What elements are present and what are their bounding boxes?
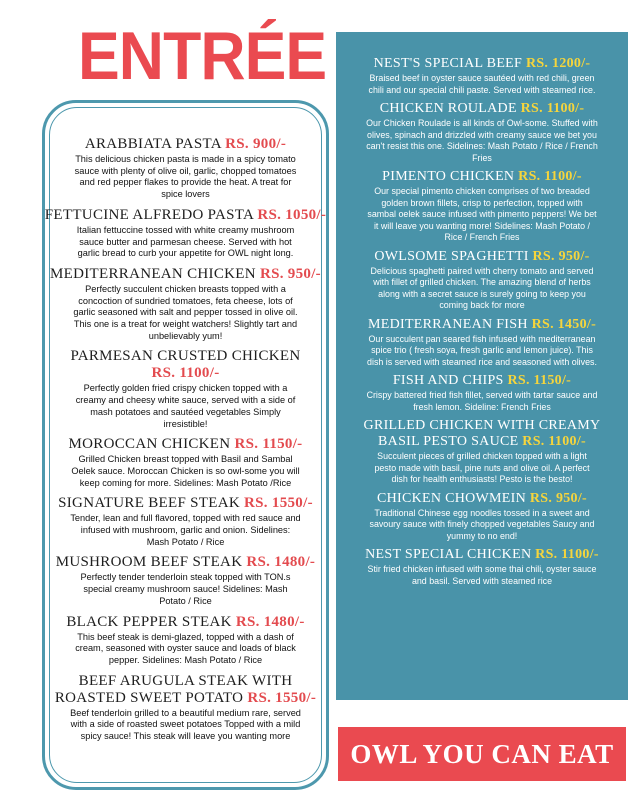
item-name: BLACK PEPPER STEAK [66, 613, 232, 630]
item-description: Italian fettuccine tossed with white creamy mushroom sauce butter and parmesan cheese. Served with hot garlic bread to curb your appetite for OWL night long. [76, 224, 295, 259]
item-price: RS. 900/- [225, 136, 287, 152]
item-name: ARABBIATA PASTA [84, 136, 222, 152]
item-description: Crispy battered fried fish fillet, served with tartar sauce and fresh lemon. Sideline: French Fries [366, 390, 598, 412]
item-price: RS. 1050/- [257, 206, 327, 223]
item-description: Our Chicken Roulade is all kinds of Owl-some. Stuffed with olives, spinach and drizzled with creamy sauce we bet you can't resist this one. Sidelines: Mash Potato / Rice / French Fries [366, 118, 598, 163]
item-name: PARMESAN CRUSTED CHICKEN [70, 348, 301, 365]
item-name: CHICKEN ROULADE [379, 101, 517, 116]
item-description: Succulent pieces of grilled chicken topped with a light pesto made with basil, pine nuts and olive oil. A perfect dish for health enthusiasts! Pesto is the besto! [374, 451, 590, 484]
item-name: MOROCCAN CHICKEN [68, 436, 231, 453]
menu-item [344, 491, 620, 543]
menu-item [42, 266, 329, 343]
item-description: This delicious chicken pasta is made in a spicy tomato sauce with plenty of olive oil, garlic, chopped tomatoes and red pepper flakes to provide the heat. A treat for spice lovers [74, 154, 297, 200]
item-name: FISH AND CHIPS [392, 373, 504, 388]
page-title: ENTRÉE [78, 18, 327, 94]
item-price: RS. 1100/- [151, 365, 220, 382]
item-description: Our special pimento chicken comprises of two breaded golden brown fillets, crisp to perfection, topped with sambal oelek sauce infused with pimento peppers! We bet it will leave you wanting more! Sidelines: Mash Potato / Rice / French Fries [367, 186, 597, 242]
left-menu-list [42, 136, 329, 749]
item-price: RS. 1480/- [235, 613, 305, 630]
menu-item [344, 249, 620, 312]
item-name: BEEF ARUGULA STEAK WITH ROASTED SWEET POTATO [54, 672, 293, 706]
item-description: Perfectly succulent chicken breasts topped with a concoction of sundried tomatoes, feta cheese, lots of garlic seasoned with salt and pepper tossed in olive oil. This one is a treat for weight watchers! Slightly tart and unbelievably yum! [73, 283, 298, 341]
menu-item [344, 101, 620, 164]
item-description: Delicious spaghetti paired with cherry tomato and served with fillet of grilled chicken. The amazing blend of herbs along with a secret sauce is surely going to keep you coming back for more [370, 265, 594, 310]
menu-item [42, 348, 329, 430]
item-name: OWLSOME SPAGHETTI [374, 248, 529, 264]
menu-item [344, 169, 620, 244]
menu-item [344, 418, 620, 486]
menu-item [42, 554, 329, 607]
item-name: SIGNATURE BEEF STEAK [58, 495, 240, 512]
item-price: RS. 1480/- [246, 554, 316, 571]
item-name: MEDITERRANEAN FISH [367, 316, 528, 332]
item-description: Stir fried chicken infused with some thai chili, oyster sauce and basil. Served with steamed rice [367, 564, 597, 586]
item-price: RS. 1100/- [522, 434, 586, 449]
item-price: RS. 1150/- [234, 436, 303, 453]
item-name: FETTUCINE ALFREDO PASTA [44, 206, 254, 223]
item-description: Tender, lean and full flavored, topped with red sauce and infused with mushroom, garlic and onion. Sidelines: Mash Potato / Rice [70, 513, 301, 547]
item-price: RS. 1550/- [244, 495, 313, 512]
item-price: RS. 950/- [529, 490, 588, 506]
menu-item [42, 495, 329, 548]
menu-item [42, 207, 329, 260]
menu-item [42, 673, 329, 743]
menu-item [344, 317, 620, 369]
item-description: Perfectly tender tenderloin steak topped with TON.s special creamy mushroom sauce! Sidelines: Mash Potato / Rice [80, 572, 291, 606]
item-name: NEST SPECIAL CHICKEN [365, 547, 532, 562]
menu-item [42, 436, 329, 489]
item-price: RS. 1200/- [525, 56, 591, 71]
item-description: Braised beef in oyster sauce sautéed with red chili, green chili and our special chili paste. Served with steamed rice. [368, 73, 596, 95]
item-description: Beef tenderloin grilled to a beautiful medium rare, served with a side of roasted sweet potatoes Topped with a mild spicy sauce! This steak will leave you wanting more [70, 707, 301, 742]
item-price: RS. 1150/- [507, 373, 572, 388]
menu-item [42, 136, 329, 201]
item-description: Perfectly golden fried crispy chicken topped with a creamy and cheesy white sauce, served with a side of mash potatoes and sautéed vegetables Simply irresistible! [75, 383, 296, 429]
menu-item [42, 614, 329, 667]
item-price: RS. 950/- [259, 265, 321, 282]
menu-item [344, 373, 620, 413]
menu-item [344, 547, 620, 587]
item-name: CHICKEN CHOWMEIN [376, 490, 527, 506]
right-menu-list [344, 56, 620, 592]
item-description: Traditional Chinese egg noodles tossed in a sweet and savoury sauce with finely chopped vegetables Saucy and yummy to no end! [369, 507, 595, 541]
item-description: Our succulent pan seared fish infused with mediterranean spice trio ( fresh soya, fresh garlic and lemon juice). This dish is served with steamed rice and seasoned with olives. [367, 333, 597, 367]
item-price: RS. 1100/- [520, 101, 585, 116]
item-name: GRILLED CHICKEN WITH CREAMY BASIL PESTO SAUCE [363, 418, 601, 449]
item-price: RS. 1100/- [535, 547, 599, 562]
item-name: PIMENTO CHICKEN [382, 169, 515, 184]
item-price: RS. 1450/- [531, 316, 597, 332]
item-name: MUSHROOM BEEF STEAK [55, 554, 243, 571]
item-price: RS. 1550/- [247, 689, 317, 706]
item-description: Grilled Chicken breast topped with Basil and Sambal Oelek sauce. Moroccan Chicken is so owl-some you will keep coming for more. Sidelines: Mash Potato /Rice [71, 454, 300, 488]
menu-item [344, 56, 620, 96]
item-price: RS. 1100/- [518, 169, 582, 184]
tagline-banner: OWL YOU CAN EAT [338, 727, 626, 781]
item-price: RS. 950/- [532, 248, 590, 264]
item-description: This beef steak is demi-glazed, topped with a dash of cream, seasoned with oyster sauce and loads of black pepper. Sidelines: Mash Potato / Rice [75, 631, 296, 665]
item-name: MEDITERRANEAN CHICKEN [50, 265, 256, 282]
item-name: NEST'S SPECIAL BEEF [373, 56, 523, 71]
